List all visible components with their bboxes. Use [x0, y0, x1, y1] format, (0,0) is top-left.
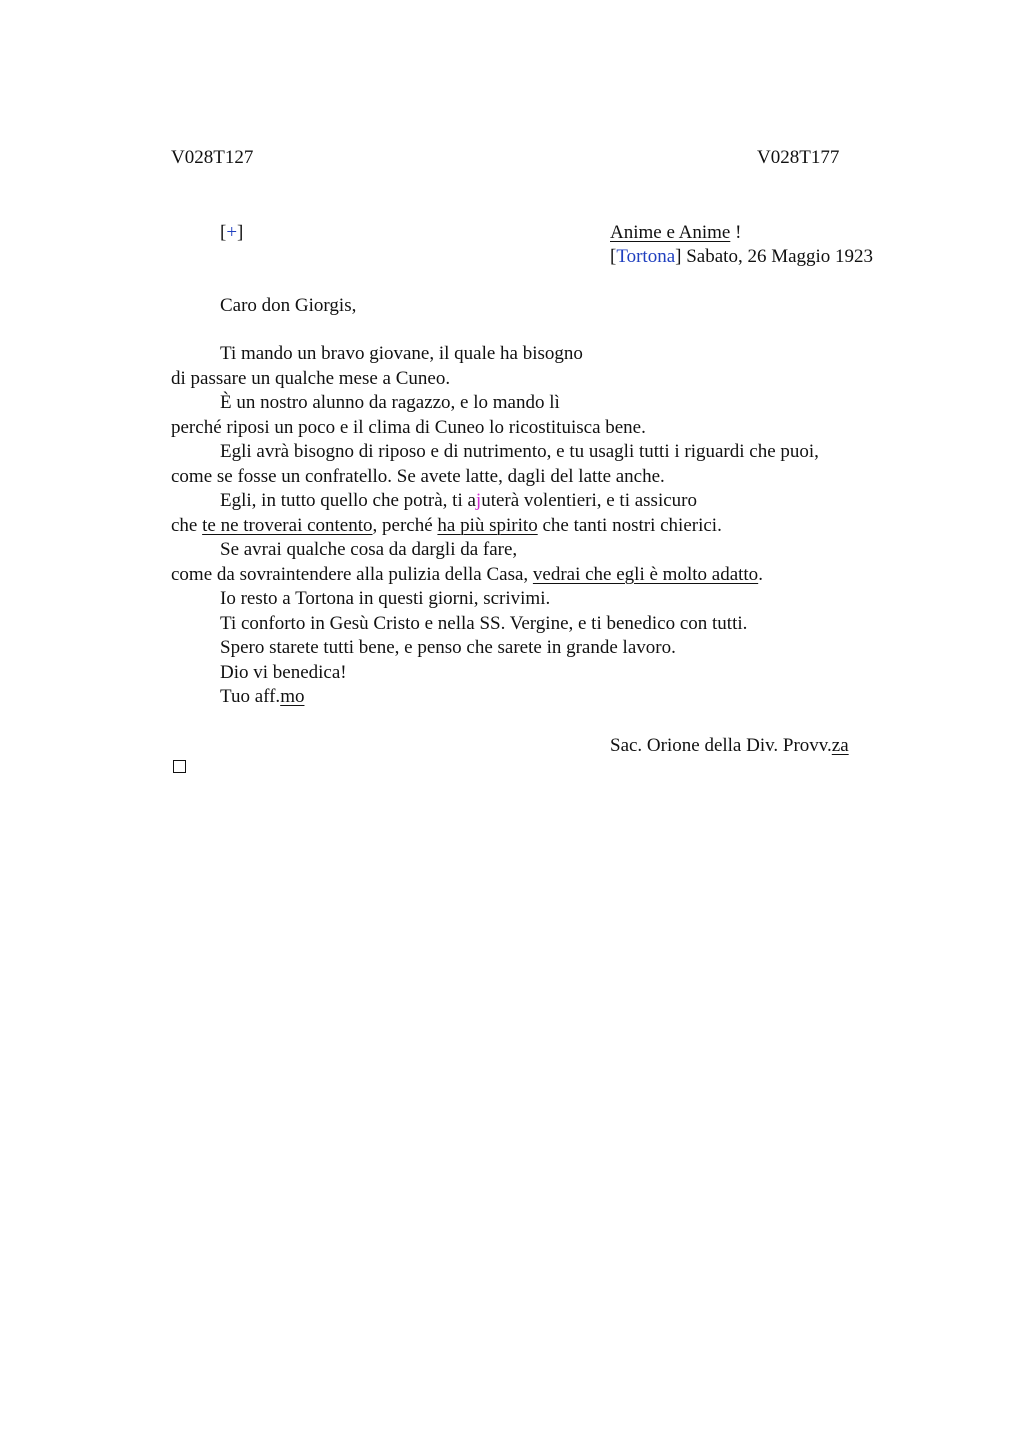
editorial-correction: j: [475, 490, 482, 511]
body-text: .: [758, 563, 763, 585]
motto: Anime e Anime: [610, 222, 731, 243]
signature: [610, 734, 849, 758]
place-date-line: [610, 245, 873, 269]
body-line: Ti mando un bravo giovane, il quale ha bisogno: [220, 343, 583, 364]
body-text: Egli, in tutto quello che potrà, ti a: [220, 490, 476, 511]
letter-body: [171, 342, 931, 710]
motto-suffix: !: [730, 222, 742, 243]
body-line: [171, 563, 931, 588]
motto-line: [610, 221, 741, 245]
cross-bracket-close: ]: [237, 222, 244, 243]
body-line: Se avrai qualche cosa da dargli da fare,: [220, 539, 518, 560]
signature-text: Sac. Orione della Div. Provv.: [610, 735, 832, 756]
body-text: come da sovraintendere alla pulizia della Casa,: [171, 563, 533, 585]
letter-date: Sabato, 26 Maggio 1923: [681, 246, 874, 267]
closing-line: [171, 685, 931, 710]
body-text: che: [171, 514, 203, 536]
signature-abbrev: za: [831, 735, 849, 756]
body-line: [171, 514, 931, 539]
body-text: uterà volentieri, e ti assicuro: [481, 490, 697, 511]
body-line: [171, 489, 931, 514]
body-line: Egli avrà bisogno di riposo e di nutrimento, e tu usagli tutti i riguardi che puoi,: [220, 441, 819, 462]
place-bracket-close: ]: [675, 246, 682, 267]
body-text: che tanti nostri chierici.: [537, 514, 722, 536]
body-line: di passare un qualche mese a Cuneo.: [171, 367, 451, 389]
body-text: , perché: [372, 514, 438, 536]
cross-mark: [220, 221, 243, 245]
body-line: come se fosse un confratello. Se avete latte, dagli del latte anche.: [171, 465, 665, 487]
document-code-right: V028T177: [757, 147, 840, 168]
document-code-left: V028T127: [171, 147, 254, 168]
underlined-phrase: te ne troverai contento: [202, 514, 373, 536]
salutation: Caro don Giorgis,: [220, 295, 357, 316]
body-line: Dio vi benedica!: [220, 661, 347, 683]
body-line: Spero starete tutti bene, e penso che sarete in grande lavoro.: [220, 637, 676, 658]
closing-text: Tuo aff.: [220, 686, 281, 707]
cross-bracket-open: [: [220, 222, 227, 243]
body-line: perché riposi un poco e il clima di Cuneo lo ricostituisca bene.: [171, 416, 646, 438]
body-line: È un nostro alunno da ragazzo, e lo mando lì: [220, 392, 560, 413]
body-line: Ti conforto in Gesù Cristo e nella SS. Vergine, e ti benedico con tutti.: [220, 612, 748, 634]
cross-symbol: +: [226, 222, 238, 243]
underlined-phrase: ha più spirito: [437, 514, 538, 536]
place-name: Tortona: [616, 246, 676, 267]
checkbox-square[interactable]: [173, 760, 186, 773]
body-line: Io resto a Tortona in questi giorni, scrivimi.: [220, 588, 551, 609]
closing-abbrev: mo: [280, 686, 305, 707]
underlined-phrase: vedrai che egli è molto adatto: [532, 563, 759, 585]
place-bracket-open: [: [610, 246, 617, 267]
